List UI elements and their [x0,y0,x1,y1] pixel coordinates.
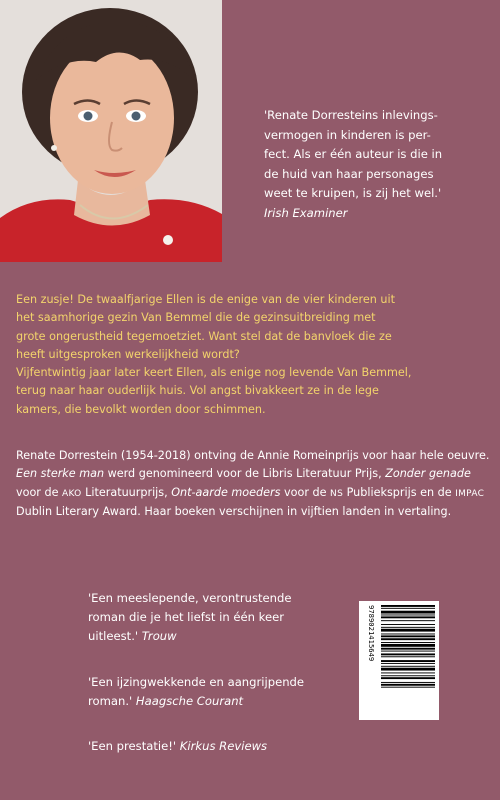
barcode-bar [381,635,435,637]
blurb-line: kamers, die bevolkt worden door schimmen. [16,402,266,416]
barcode-bar [381,638,435,640]
review-haagsche-courant [88,673,348,711]
top-review-quote [264,106,486,223]
author-photo [0,0,222,262]
blurb-line: Vijfentwintig jaar later keert Ellen, als enige nog levende Van Bemmel, [16,366,412,380]
award-acronym: AKO [62,488,82,499]
bio-text: Dublin Literary Award. Haar boeken verschijnen in vijftien landen in vertaling. [16,504,452,518]
review-line: roman die je het liefst in één keer [88,610,285,624]
blurb-line: grote ongerustheid tegemoetziet. Want stel dat de banvloek die ze [16,329,392,343]
book-title: Zonder genade [385,467,471,481]
bio-text: Literatuurprijs, [81,485,172,499]
isbn-barcode [359,601,439,720]
review-line: 'Een meeslepende, verontrustende [88,591,292,605]
barcode-graphic [359,601,439,720]
barcode-bar [381,642,435,643]
barcode-bar [381,663,435,664]
barcode-bar [381,672,435,673]
barcode-bar [381,653,435,655]
barcode-bar [381,616,435,618]
review-trouw [88,589,348,646]
quote-line: de huid van haar personages [264,166,434,181]
review-line: 'Een prestatie!' [88,739,177,753]
blurb-line: terug naar haar ouderlijk huis. Vol angst bivakkeert ze in de lege [16,384,379,398]
book-title: Een sterke man [16,467,105,481]
barcode-bar [381,644,435,647]
blurb-line: het saamhorige gezin Van Bemmel die de gezinsuitbreiding met [16,311,376,325]
blurb-line: Een zusje! De twaalfjarige Ellen is de enige van de vier kinderen uit [16,293,396,306]
barcode-bar [381,668,435,671]
author-bio [16,447,490,521]
barcode-bar [381,611,435,614]
review-line: 'Een ijzingwekkende en aangrijpende [88,675,305,689]
barcode-bar [381,677,435,679]
barcode-bar [381,620,435,621]
barcode-bar [381,615,435,616]
barcode-bar [381,627,435,628]
bio-text: voor de [280,485,331,499]
quote-source: Irish Examiner [264,205,348,220]
quote-line: weet te kruipen, is zij het wel.' [264,186,442,200]
barcode-bar [381,651,435,652]
bio-text: voor de [16,485,63,499]
author-portrait-image [0,0,222,262]
quote-line: fect. Als er één auteur is die in [264,147,443,161]
barcode-bar [381,605,435,607]
quote-line: 'Renate Dorresteins inlevings- [264,108,438,122]
review-source: Haagsche Courant [135,694,244,708]
book-title: Ont-aarde moeders [171,485,281,499]
review-line: uitleest.' [88,629,139,643]
barcode-bars [381,605,435,688]
barcode-bar [381,675,435,676]
review-source: Kirkus Reviews [179,739,268,753]
barcode-bar [381,684,435,686]
barcode-digits: 9789021415649 [367,605,376,662]
barcode-bar [381,687,435,688]
review-source: Trouw [141,629,177,643]
barcode-bar [381,666,435,667]
award-acronym: NS [330,488,344,499]
quote-line: vermogen in kinderen is per- [264,127,431,142]
barcode-bar [381,624,435,625]
bio-text: werd genomineerd voor de Libris Literatuur Prijs, [104,467,386,481]
barcode-bar [381,682,435,683]
review-kirkus [88,737,348,756]
book-blurb [16,291,490,419]
review-line: roman.' [88,694,133,708]
barcode-bar [381,656,435,657]
barcode-bar [381,629,435,632]
bio-text: Publieksprijs en de [343,485,456,499]
barcode-bar [381,634,435,635]
barcode-bar [381,608,435,609]
barcode-bar [381,648,435,650]
blurb-line: heeft uitgesproken werkelijkheid wordt? [16,347,240,361]
bio-text: Renate Dorrestein (1954-2018) ontving de Annie Romeinprijs voor haar hele oeuvre. [16,449,490,462]
award-acronym: IMPAC [455,488,485,499]
barcode-bar [381,660,435,662]
